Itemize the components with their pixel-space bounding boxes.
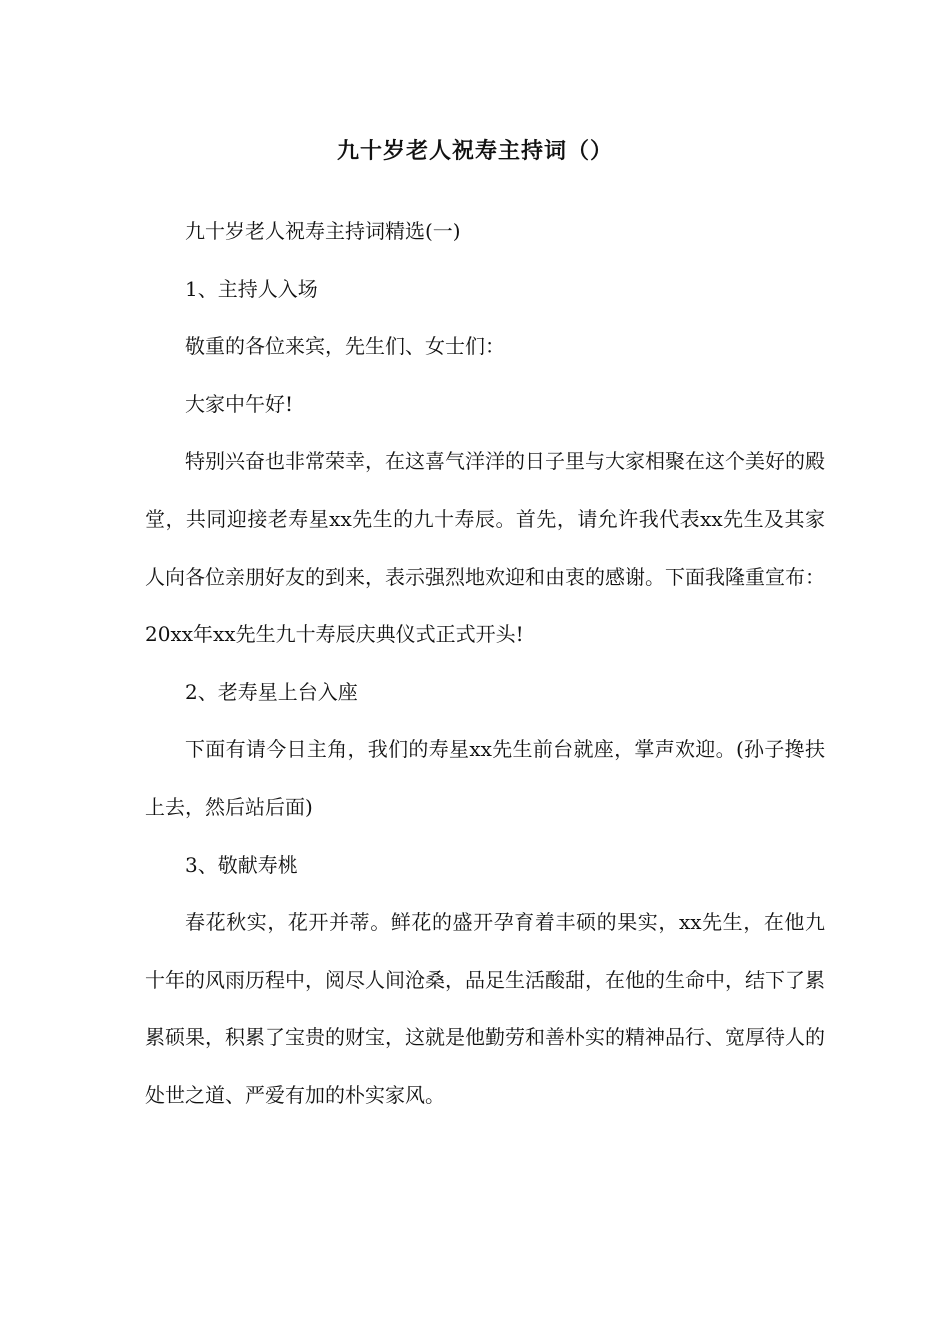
document-title: 九十岁老人祝寿主持词（）	[336, 138, 613, 164]
paragraph-section-1-heading: 1、主持人入场	[185, 276, 318, 301]
paragraph-invite-honoree: 下面有请今日主角，我们的寿星xx先生前台就座，掌声欢迎。(孙子搀扶上去，然后站后面)	[145, 737, 825, 819]
paragraph-section-3-heading: 3、敬献寿桃	[185, 852, 298, 877]
paragraph-section-2-heading: 2、老寿星上台入座	[185, 679, 358, 704]
paragraph-greeting: 敬重的各位来宾，先生们、女士们：	[185, 334, 505, 359]
paragraph-opening-speech: 特别兴奋也非常荣幸，在这喜气洋洋的日子里与大家相聚在这个美好的殿堂，共同迎接老寿星xx先生的九十寿辰。首先，请允许我代表xx先生及其家人向各位亲朋好友的到来，表示强烈地欢迎和由衷的感谢。下面我隆重宣布：20xx年xx先生九十寿辰庆典仪式正式开头!	[145, 449, 825, 647]
paragraph-good-noon: 大家中午好!	[185, 391, 294, 416]
document-body	[145, 203, 825, 1125]
paragraph-longevity-peach: 春花秋实，花开并蒂。鲜花的盛开孕育着丰硕的果实，xx先生，在他九十年的风雨历程中，阅尽人间沧桑，品足生活酸甜，在他的生命中，结下了累累硕果，积累了宝贵的财宝，这就是他勤劳和善朴实的精神品行、宽厚待人的处世之道、严爱有加的朴实家风。	[145, 910, 825, 1107]
paragraph-subtitle: 九十岁老人祝寿主持词精选(一)	[185, 219, 461, 243]
